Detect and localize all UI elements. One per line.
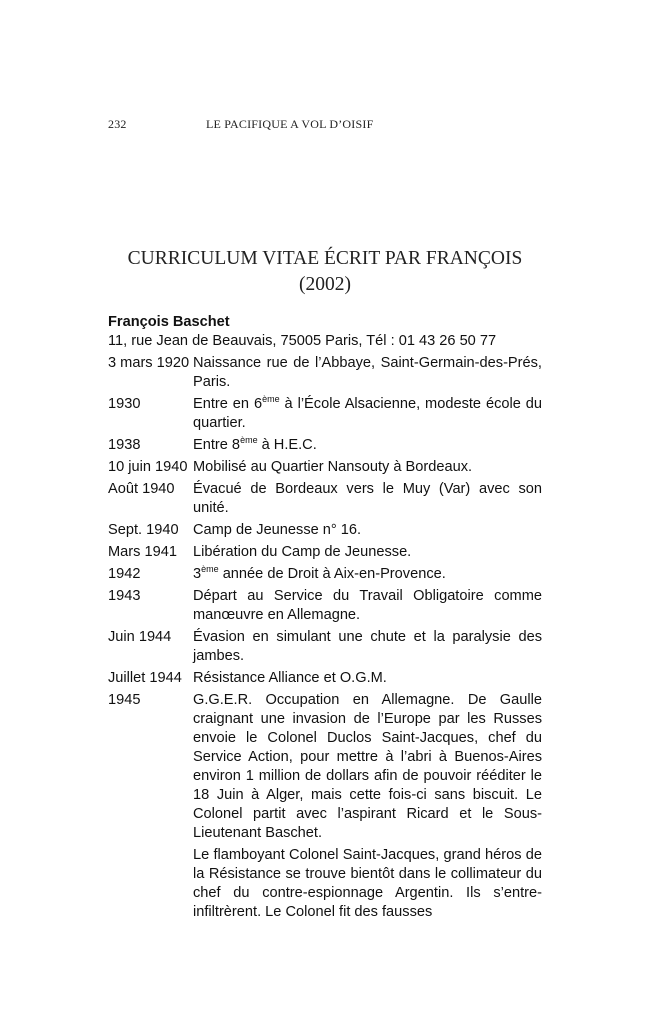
cv-entry [108, 354, 542, 392]
entry-date: Août 1940 [108, 481, 175, 497]
cv-entries [108, 354, 542, 922]
cv-entry [108, 587, 542, 625]
entry-text-post: à H.E.C. [257, 437, 317, 453]
cv-entry [108, 436, 542, 455]
running-title: LE PACIFIQUE A VOL D’OISIF [206, 117, 374, 131]
entry-date: 1938 [108, 437, 141, 453]
entry-text-superscript: ème [262, 394, 280, 404]
entry-text-superscript: ème [240, 435, 258, 445]
entry-text-pre: 3 [193, 566, 202, 582]
person-address: 11, rue Jean de Beauvais, 75005 Paris, Tél : 01 43 26 50 77 [108, 333, 497, 349]
entry-text: Naissance rue de l’Abbaye, Saint-Germain-des-Prés, Paris. [193, 355, 542, 390]
chapter-title-line1: CURRICULUM VITAE ÉCRIT PAR FRANÇOIS [127, 248, 523, 269]
cv-entry [108, 543, 542, 562]
cv-body [108, 313, 542, 922]
cv-entry [108, 628, 542, 666]
entry-text: Mobilisé au Quartier Nansouty à Bordeaux. [193, 459, 473, 475]
entry-text [193, 565, 542, 584]
entry-text: Camp de Jeunesse n° 16. [193, 522, 362, 538]
entry-text: Évasion en simulant une chute et la paralysie des jambes. [193, 629, 542, 664]
entry-text [193, 395, 542, 433]
entry-text-pre: Entre 8 [193, 437, 241, 453]
entry-text [193, 691, 542, 922]
cv-entry [108, 691, 542, 922]
cv-entry [108, 480, 542, 518]
entry-text: Résistance Alliance et O.G.M. [193, 670, 387, 686]
chapter-title-line2: (2002) [299, 274, 351, 295]
entry-date: Juillet 1944 [108, 670, 182, 686]
entry-date: 10 juin 1940 [108, 459, 188, 475]
entry-text [193, 436, 542, 455]
entry-text: Évacué de Bordeaux vers le Muy (Var) avec son unité. [193, 481, 542, 516]
entry-paragraph: Le flamboyant Colonel Saint-Jacques, grand héros de la Résistance se trouve bientôt dans le collimateur du chef du contre-espionnage Argentin. Ils s’entre-infiltrèrent. Le Colonel fit des fausses [193, 847, 542, 920]
page-number: 232 [108, 117, 127, 131]
person-name: François Baschet [108, 314, 230, 330]
cv-entry [108, 458, 542, 477]
entry-date: 3 mars 1920 [108, 355, 190, 371]
entry-text-post: année de Droit à Aix-en-Provence. [218, 566, 446, 582]
chapter-title [108, 246, 542, 298]
entry-text: Départ au Service du Travail Obligatoire comme manœuvre en Allemagne. [193, 588, 542, 623]
entry-date: Sept. 1940 [108, 522, 179, 538]
entry-date: Juin 1944 [108, 629, 172, 645]
cv-entry [108, 521, 542, 540]
entry-text: Libération du Camp de Jeunesse. [193, 544, 412, 560]
cv-entry [108, 395, 542, 433]
entry-text-post: à l’École Alsacienne, modeste école du quartier. [193, 396, 543, 431]
cv-entry [108, 669, 542, 688]
cv-entry [108, 565, 542, 584]
entry-text-pre: Entre en 6 [193, 396, 263, 412]
entry-paragraph: G.G.E.R. Occupation en Allemagne. De Gaulle craignant une invasion de l’Europe par les Russes envoie le Colonel Duclos Saint-Jacques, chef du Service Action, pour mettre à l’abri à Buenos-Aires environ 1 million de dollars afin de pouvoir rééditer le 18 Juin à Alger, mais cette fois-ci sans biscuit. Le Colonel partit avec l’aspirant Ricard et le Sous-Lieutenant Baschet. [193, 692, 542, 841]
entry-date: 1930 [108, 396, 141, 412]
entry-text-superscript: ème [201, 564, 219, 574]
entry-date: 1942 [108, 566, 141, 582]
entry-date: 1945 [108, 692, 141, 708]
entry-date: Mars 1941 [108, 544, 177, 560]
entry-date: 1943 [108, 588, 141, 604]
